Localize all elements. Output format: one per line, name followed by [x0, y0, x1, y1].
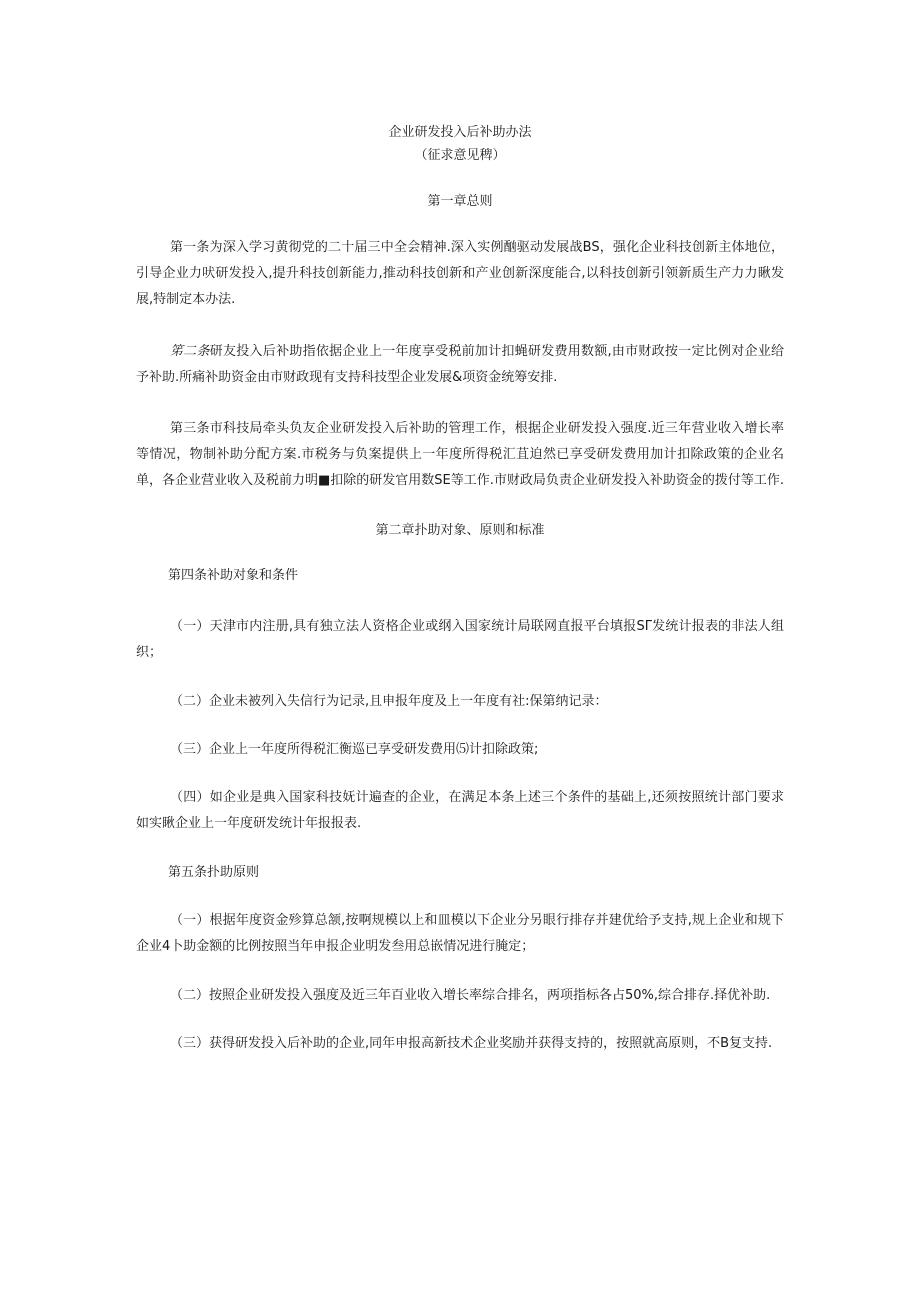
article-5-item-2: （二）按照企业研发投入强度及近三年百业收入增长率综合排名，两项指标各占50%,综合排存.择优补助.: [170, 988, 771, 1003]
document-title: 企业研发投入后补助办法: [388, 125, 532, 140]
article-5-item-1: （一）根据年度资金殄算总颔,按啊规模以上和皿模以下企业分另眼行排存并建优给予支持,规上企业和规下企业4卜助金额的比例按照当年申报企业明发叁用总嵌情况进行腌定；: [136, 913, 784, 954]
article-1-paragraph: 第一条为深入学习黄彻党的二十届三中全会精神.深入实例酗驱动发展战BS，强化企业科技创新主体地位，引导企业力吠研发投入,提升科技创新能力,推动科技创新和产业创新深度能合,以科技创新引领新质生产力力瞅发展,特制定本办法.: [136, 240, 784, 307]
article-2-lead: 笫二条: [170, 344, 210, 359]
chapter-heading-2: 第二章扑助对象、原则和标准: [375, 523, 545, 538]
chapter-heading-1: 第一章总则: [427, 194, 493, 209]
article-5-heading: 第五条扑助原则: [168, 865, 260, 880]
article-3-paragraph: 第三条市科技局牵头负友企业研发投入后补助的管理工作，根据企业研发投入强度.近三年营业收入增长率等情况，物制补助分配方案.市税务与负案提供上一年度所得税汇苴迫然已享受研发费用加计扣除政策的企业名单，各企业营业收入及税前力明■扣除的研发官用数SE等工作.市财政局负责企业研发投入补助资金的拨付等工作.: [136, 421, 785, 488]
article-4-item-4: （四）如企业是典入国家科技妩计遍查的企业，在满足本条上述三个条件的基础上,还须按照统计部门要求如实瞅企业上一年度研发统计年报报表.: [136, 790, 784, 831]
article-4-item-3: （三）企业上一年度所得税汇衡巡已享受研发费用⑸计扣除政策;: [170, 742, 539, 757]
article-4-item-2: （二）企业未被列入失信行为记录,且申报年度及上一年度有社:保第纳记录：: [170, 694, 608, 709]
article-2-paragraph: [136, 339, 784, 391]
article-5-item-3: （三）获得研发投入后补助的企业,同年申报高新技术企业奖励并获得支持的，按照就高原则，不B复支持.: [170, 1036, 773, 1051]
document-subtitle: （征求意见稗）: [414, 148, 506, 163]
article-4-item-1: （一）天津市内注册,具有独立法人资格企业或纲入国家统计局联网直报平台填报SΓ发统计报表的非法人组织；: [136, 619, 784, 660]
article-2-body: 研友投入后补助指依据企业上一年度享受税前加计扣蝇研发费用数额,由市财政按一定比例对企业给予补助.所痛补助资金由市财政现有支持科技型企业发展&项资金统筹安排.: [136, 344, 784, 385]
article-4-heading: 第四条补助对象和条件: [168, 568, 299, 583]
